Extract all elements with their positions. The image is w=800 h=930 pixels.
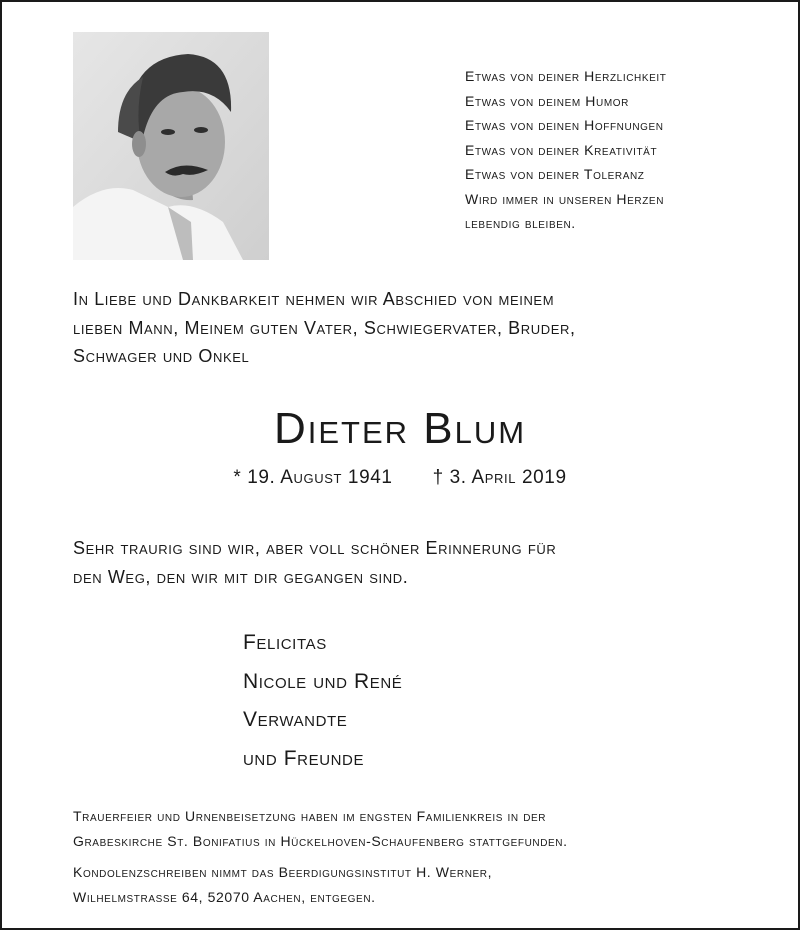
intro-line: Schwager und Onkel	[73, 346, 250, 366]
footer-line: Grabeskirche St. Bonifatius in Hückelhoven-Schaufenberg stattgefunden.	[73, 833, 568, 849]
condolence-note	[73, 860, 763, 910]
funeral-note	[73, 804, 763, 854]
mourner: Felicitas	[243, 631, 327, 654]
poem-line: Wird immer in unseren Herzen	[465, 190, 665, 207]
poem-line: Etwas von deiner Toleranz	[465, 166, 645, 182]
mourner: Nicole und René	[243, 669, 403, 693]
mourner: Verwandte	[243, 708, 348, 731]
intro-line: lieben Mann, Meinem guten Vater, Schwiegervater, Bruder,	[73, 317, 576, 338]
poem-line: lebendig bleiben.	[465, 215, 576, 231]
mourners-list	[243, 624, 402, 778]
poem-line: Etwas von deiner Herzlichkeit	[465, 68, 667, 84]
footer-notes	[73, 804, 763, 910]
farewell-text	[73, 534, 763, 591]
mourner: und Freunde	[243, 746, 365, 770]
poem-line: Etwas von deiner Kreativität	[465, 141, 658, 158]
life-dates	[2, 467, 798, 489]
portrait-photo	[73, 32, 269, 260]
footer-line: Wilhelmstrasse 64, 52070 Aachen, entgegen.	[73, 889, 376, 905]
poem-line: Etwas von deinen Hoffnungen	[465, 117, 664, 133]
poem-line: Etwas von deinem Humor	[465, 92, 629, 109]
poem	[465, 64, 667, 236]
birth-date: * 19. August 1941	[233, 467, 393, 488]
farewell-line: den Weg, den wir mit dir gegangen sind.	[73, 566, 409, 587]
intro-line: In Liebe und Dankbarkeit nehmen wir Abschied von meinem	[73, 289, 555, 309]
footer-line: Kondolenzschreiben nimmt das Beerdigungsinstitut H. Werner,	[73, 864, 493, 880]
deceased-name: Dieter Blum	[273, 404, 527, 453]
farewell-line: Sehr traurig sind wir, aber voll schöner Erinnerung für	[73, 538, 557, 558]
intro-text	[73, 285, 753, 371]
portrait-image	[73, 32, 269, 260]
footer-line: Trauerfeier und Urnenbeisetzung haben im engsten Familienkreis in der	[73, 808, 547, 824]
death-date: † 3. April 2019	[432, 467, 567, 488]
